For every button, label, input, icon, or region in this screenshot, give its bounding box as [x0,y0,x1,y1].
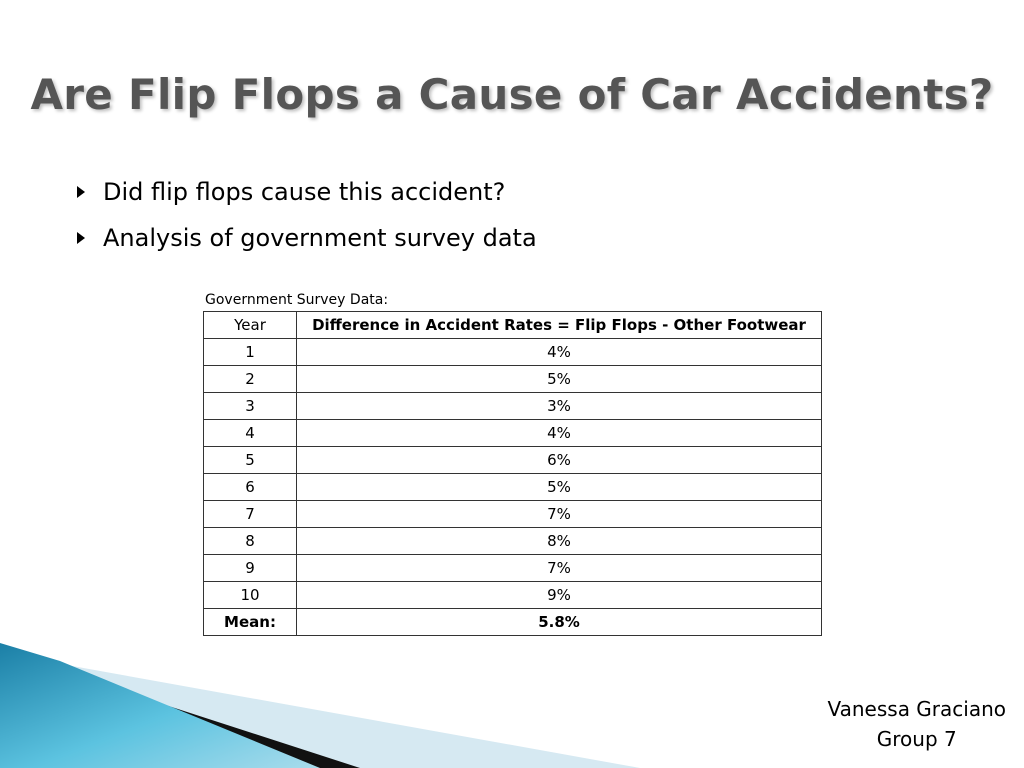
header-difference: Difference in Accident Rates = Flip Flops - Other Footwear [297,312,822,339]
author-block [827,694,1006,754]
cell-difference: 8% [297,528,822,555]
corner-wave-decoration [0,643,640,768]
bullet-arrow-icon [77,232,85,244]
cell-difference: 7% [297,501,822,528]
cell-difference: 4% [297,420,822,447]
mean-value: 5.8% [297,609,822,636]
bullet-list [75,175,537,267]
cell-year: 3 [204,393,297,420]
author-group: Group 7 [876,727,957,751]
cell-year: 2 [204,366,297,393]
table-row [204,582,822,609]
table-footer-row [204,609,822,636]
table-header-row [204,312,822,339]
table-row [204,393,822,420]
slide-title: Are Flip Flops a Cause of Car Accidents? [30,70,994,119]
cell-difference: 3% [297,393,822,420]
cell-year: 8 [204,528,297,555]
cell-year: 5 [204,447,297,474]
table-row [204,366,822,393]
table-row [204,420,822,447]
bullet-item [75,221,537,267]
cell-difference: 7% [297,555,822,582]
cell-year: 4 [204,420,297,447]
cell-difference: 6% [297,447,822,474]
mean-label: Mean: [204,609,297,636]
table-caption: Government Survey Data: [205,292,389,308]
table-row [204,555,822,582]
cell-difference: 4% [297,339,822,366]
bullet-text: Analysis of government survey data [103,224,537,252]
cell-difference: 9% [297,582,822,609]
table-row [204,501,822,528]
cell-year: 1 [204,339,297,366]
header-year: Year [204,312,297,339]
cell-year: 6 [204,474,297,501]
cell-year: 10 [204,582,297,609]
survey-table [203,311,822,636]
cell-difference: 5% [297,366,822,393]
table-row [204,528,822,555]
cell-year: 7 [204,501,297,528]
author-name: Vanessa Graciano [827,697,1006,721]
bullet-text: Did flip flops cause this accident? [103,178,506,206]
table-row [204,474,822,501]
cell-difference: 5% [297,474,822,501]
table-row [204,339,822,366]
cell-year: 9 [204,555,297,582]
bullet-arrow-icon [77,186,85,198]
bullet-item [75,175,537,221]
table-row [204,447,822,474]
